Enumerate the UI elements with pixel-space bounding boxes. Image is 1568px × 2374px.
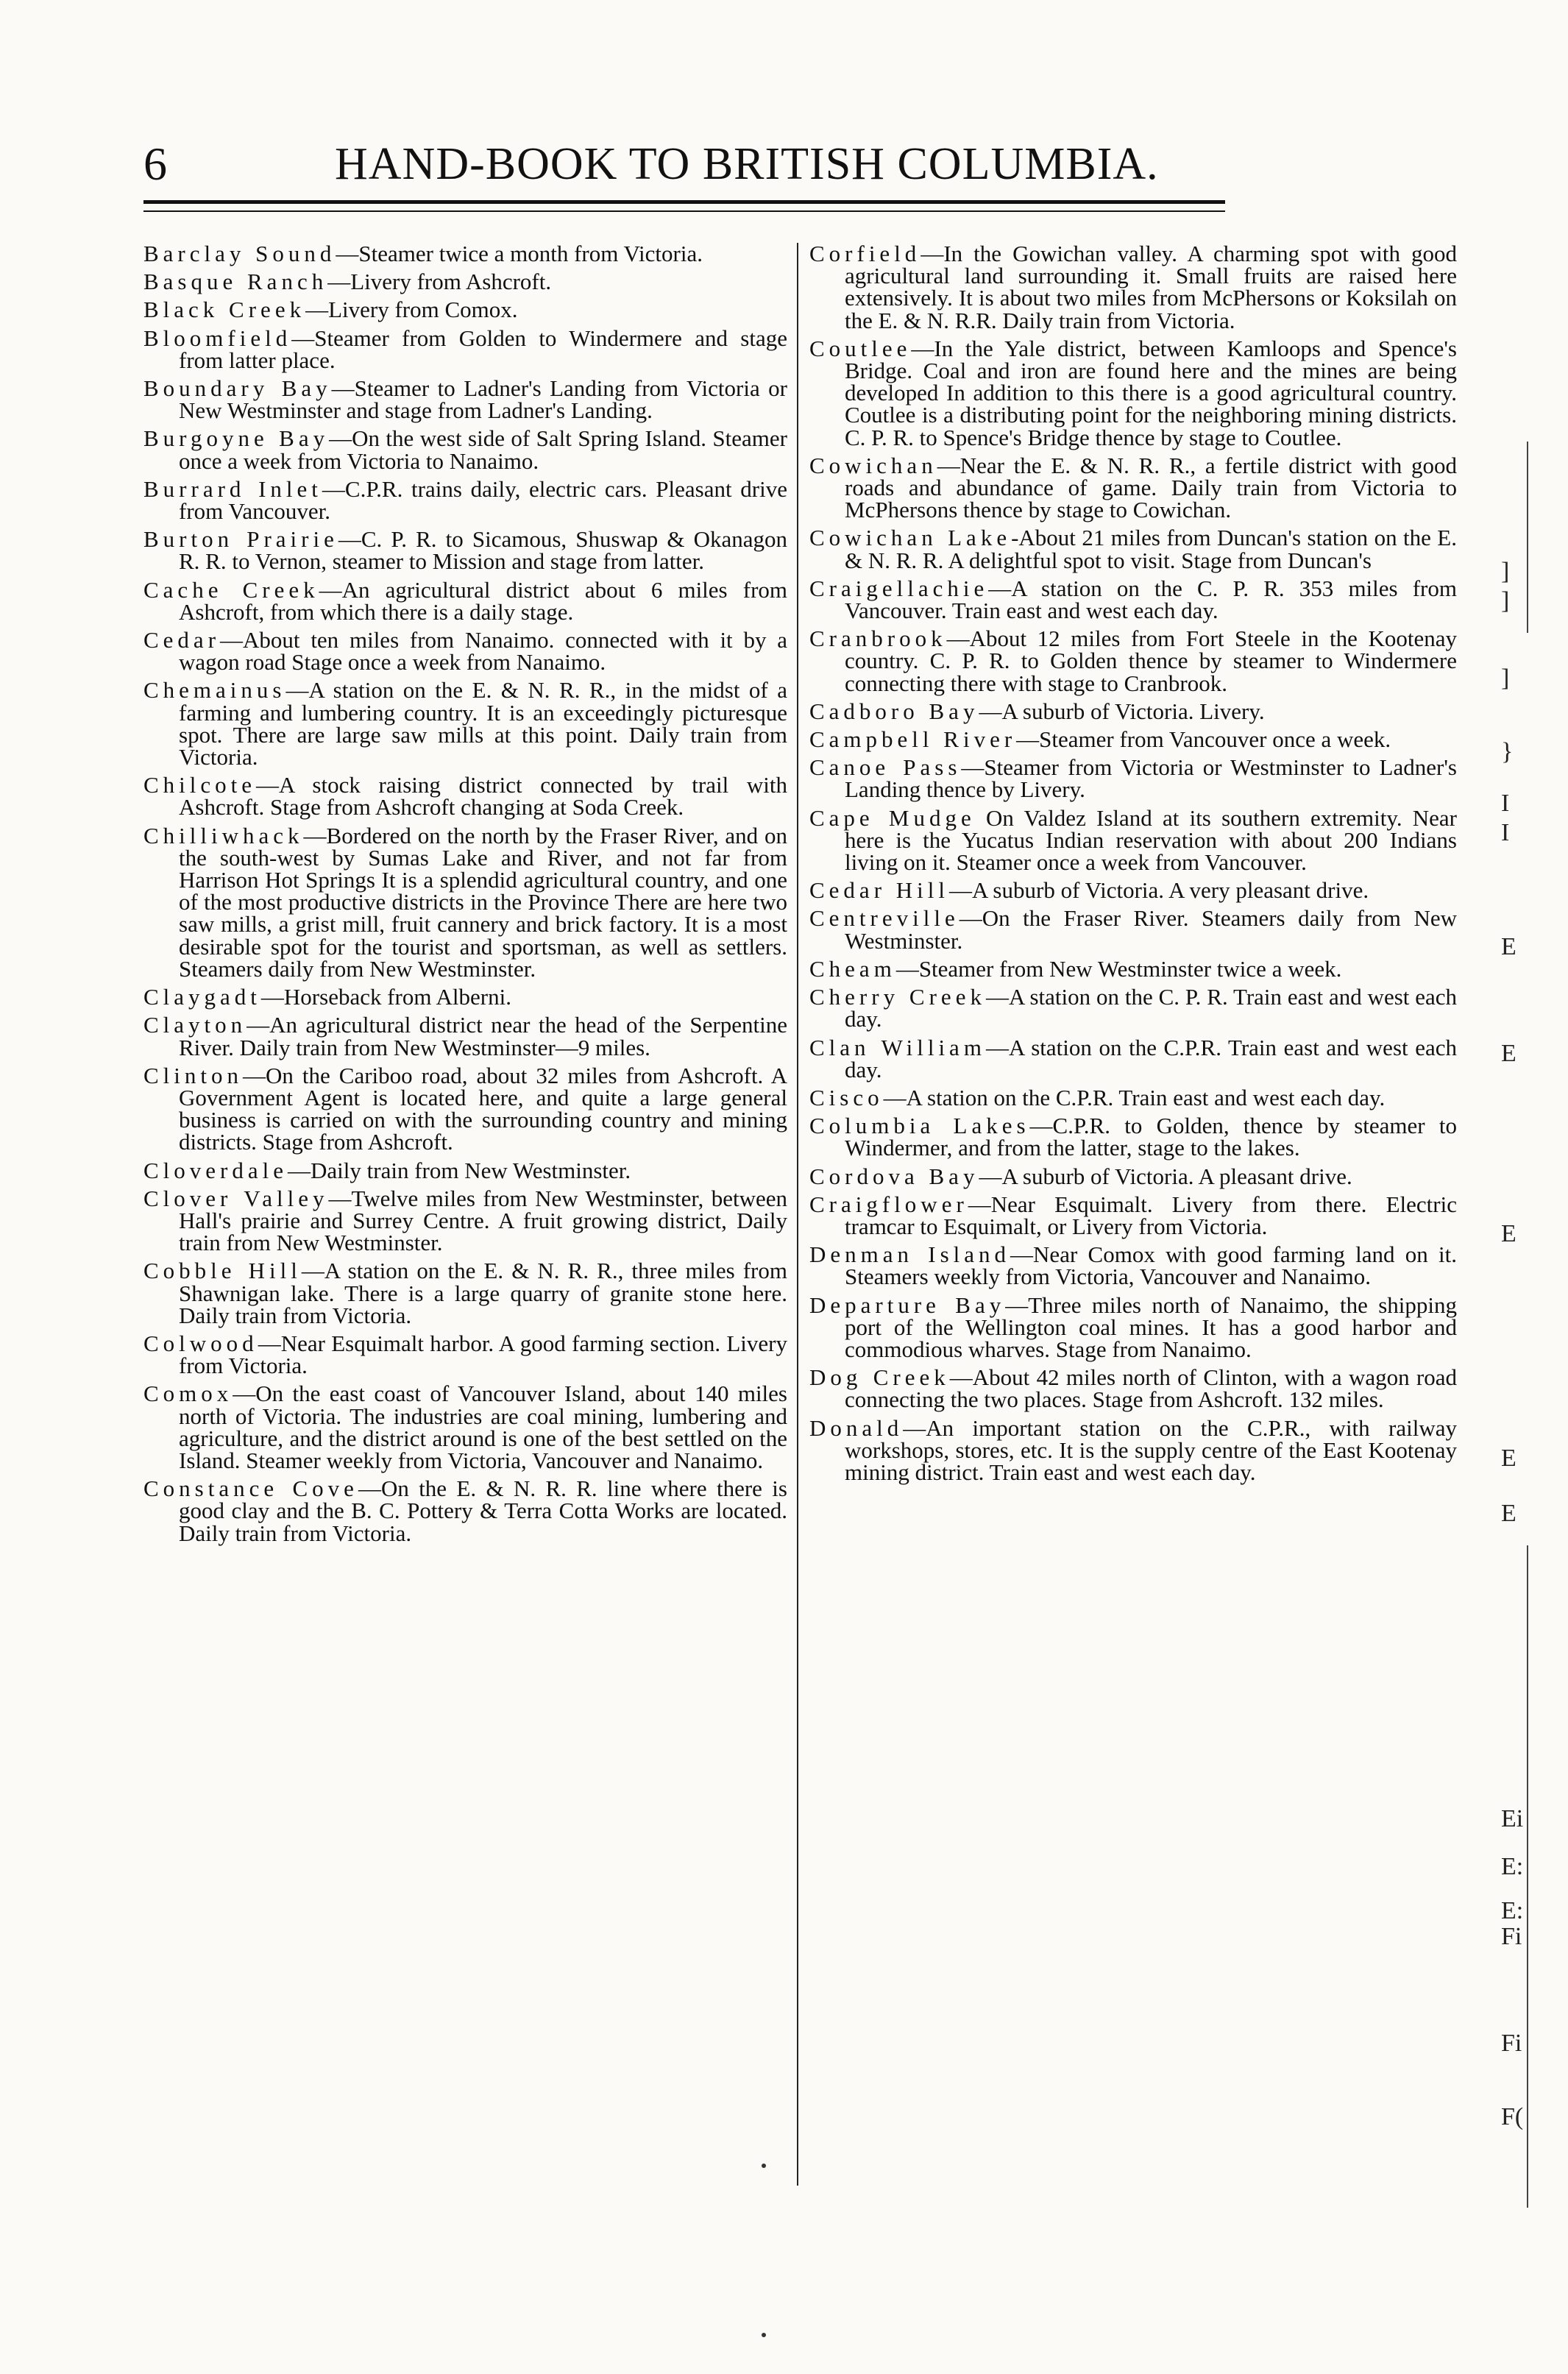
entry-description: A station on the C. P. R. Train east and west each day. [845, 984, 1458, 1032]
entry-place-name: Cache Creek [143, 576, 319, 603]
entry-description: Twelve miles from New Westminster, between Hall's prairie and Surrey Centre. A fruit growing district, Daily train from New Westminster. [179, 1185, 787, 1256]
entry-separator: — [303, 822, 327, 848]
entry-place-name: Cedar Hill [809, 877, 949, 904]
gazetteer-entry [809, 1034, 1457, 1083]
gazetteer-entry [809, 1163, 1457, 1189]
gazetteer-entry [143, 986, 787, 1008]
margin-fragment: E [1501, 933, 1516, 960]
entry-separator: — [288, 1157, 311, 1183]
entry-separator: — [260, 984, 284, 1010]
entry-place-name: Cowichan [809, 452, 937, 478]
entry-separator: — [949, 1364, 973, 1391]
entry-description: A suburb of Victoria. A pleasant drive. [1001, 1163, 1352, 1189]
entry-place-name: Craigellachie [809, 575, 989, 601]
gazetteer-entry [143, 327, 787, 372]
gazetteer-entry [809, 955, 1457, 982]
entry-description: On the east coast of Vancouver Island, about 140 miles north of Victoria. The industries are coal mining, lumbering and agriculture, and the district around is one of the best settled on the Island. Steamer weekly from Victoria, Vancouver and Nanaimo. [179, 1381, 787, 1473]
page-edge-shadow [1527, 1545, 1528, 2208]
entry-description: About 12 miles from Fort Steele in the Kootenay country. C. P. R. to Golden thence by steamer to Windermere connecting there with stage to Cranbrook. [845, 626, 1457, 696]
gazetteer-entry [143, 1260, 787, 1327]
entry-description: A suburb of Victoria. A very pleasant drive. [972, 877, 1369, 904]
gazetteer-entry [809, 1191, 1457, 1239]
entry-description: An important station on the C.P.R., with railway workshops, stores, etc. It is the supply centre of the East Kootenay mining district. Train east and west each day. [845, 1414, 1457, 1485]
right-column [809, 243, 1457, 1489]
entry-separator: — [291, 325, 315, 351]
gazetteer-entry [809, 243, 1457, 332]
gazetteer-entry [809, 1115, 1457, 1159]
gazetteer-entry [143, 679, 787, 768]
entry-separator: — [937, 452, 960, 478]
gazetteer-entry [143, 822, 787, 982]
entry-place-name: Chilliwhack [143, 822, 304, 848]
entry-description: On Valdez Island at its southern extremity. Near here is the Yucatus Indian reservation with about 200 Indians living on it. Steamer once a week from Vancouver. [845, 804, 1458, 876]
entry-description: On the E. & N. R. R. line where there is good clay and the B. C. Pottery & Terra Cotta Works are located. Daily train from Victoria. [179, 1475, 787, 1546]
entry-separator: — [331, 375, 355, 402]
margin-fragment: E [1501, 1040, 1516, 1067]
entry-separator: — [903, 1414, 926, 1441]
entry-description: Steamer to Ladner's Landing from Victoria or New Westminster and stage from Ladner's Landing. [179, 375, 787, 424]
gazetteer-entry [809, 1241, 1457, 1290]
entry-separator: — [920, 241, 944, 266]
entry-place-name: Burgoyne Bay [143, 425, 330, 452]
entry-place-name: Corfield [809, 241, 921, 266]
entry-place-name: Canoe Pass [809, 754, 962, 781]
gazetteer-entry [809, 698, 1457, 724]
entry-separator: — [988, 575, 1012, 601]
gazetteer-entry [143, 375, 787, 424]
entry-separator: — [911, 335, 934, 361]
entry-place-name: Cordova Bay [809, 1163, 979, 1189]
entry-place-name: Black Creek [143, 297, 306, 323]
entry-separator: — [338, 526, 361, 553]
entry-description: In the Gowichan valley. A charming spot with good agricultural land surrounding it. Small fruits are raised here extensively. It is about two miles from McPhersons or Koksilah on the E. & N. R.R. Daily train from Victoria. [845, 241, 1457, 333]
entry-place-name: Burrard Inlet [143, 475, 322, 502]
margin-fragment: Fi [1501, 2030, 1522, 2057]
entry-description: Three miles north of Nanaimo, the shipping port of the Wellington coal mines. It has a good harbor and commodious wharves. Stage from Nanaimo. [845, 1291, 1457, 1362]
entry-description: An agricultural district about 6 miles from Ashcroft, from which there is a daily stage. [179, 576, 787, 625]
entry-place-name: Cedar [143, 627, 221, 653]
margin-fragment: E [1501, 1500, 1516, 1527]
entry-place-name: Bloomfield [143, 325, 292, 351]
gazetteer-entry [143, 1062, 787, 1155]
entry-place-name: Burton Prairie [143, 526, 338, 553]
gazetteer-entry [143, 627, 787, 676]
gazetteer-entry [809, 1084, 1457, 1110]
entry-separator: — [949, 877, 972, 904]
gazetteer-entry [143, 475, 787, 525]
margin-fragment: I [1501, 790, 1510, 817]
margin-fragment: E: [1501, 1853, 1524, 1880]
gazetteer-entry [143, 1014, 787, 1058]
margin-fragment: ] [1501, 558, 1510, 585]
header-rule-thick [143, 200, 1225, 204]
entry-place-name: Boundary Bay [143, 375, 332, 402]
page-number: 6 [143, 138, 167, 190]
entry-description: A stock raising district connected by trail with Ashcroft. Stage from Ashcroft changing at Soda Creek. [179, 772, 787, 821]
entry-place-name: Cowichan Lake [809, 525, 1012, 551]
entry-separator: — [979, 1163, 1002, 1189]
entry-description: Livery from Comox. [328, 297, 518, 323]
page-edge-shadow [1527, 442, 1528, 633]
entry-separator: — [961, 754, 985, 781]
gazetteer-entry [809, 804, 1458, 876]
entry-place-name: Centreville [809, 905, 959, 932]
entry-description: Steamer from New Westminster twice a week. [918, 955, 1342, 982]
entry-place-name: Cadboro Bay [809, 698, 979, 724]
gazetteer-entry [143, 1157, 787, 1183]
entry-description: C.P.R. to Golden, thence by steamer to Windermer, and from the latter, stage to the lakes. [845, 1113, 1457, 1161]
entry-description: About 21 miles from Duncan's station on the E. & N. R. R. A delightful spot to visit. Stage from Duncan's [845, 525, 1457, 573]
margin-fragment: ] [1501, 665, 1510, 692]
entry-separator: — [258, 1330, 281, 1356]
entry-description: Steamer from Golden to Windermere and stage from latter place. [179, 325, 787, 373]
gazetteer-entry [809, 754, 1457, 803]
entry-place-name: Cranbrook [809, 626, 947, 652]
entry-place-name: Coutlee [809, 335, 912, 361]
margin-fragment: I [1501, 819, 1510, 846]
gazetteer-entry [143, 772, 787, 821]
gazetteer-entry [143, 528, 787, 573]
gazetteer-entry [143, 1185, 787, 1256]
gazetteer-entry [809, 452, 1457, 523]
entry-description: In the Yale district, between Kamloops and Spence's Bridge. Coal and iron are found here and the mines are being developed In addition to this there is a good agricultural country. Coutlee is a distributing point for the neighboring mining districts. C. P. R. to Spence's Bridge thence by stage to Coutlee. [845, 335, 1457, 450]
margin-fragment: ] [1501, 587, 1510, 614]
gazetteer-entry [809, 877, 1457, 904]
entry-separator: — [1010, 1241, 1034, 1268]
entry-place-name: Columbia Lakes [809, 1113, 1030, 1139]
gazetteer-entry [809, 335, 1457, 450]
entry-separator: — [319, 576, 342, 603]
entry-separator: — [1029, 1113, 1053, 1139]
entry-separator: — [256, 772, 280, 798]
entry-separator: — [285, 677, 309, 704]
entry-description: Livery from Ashcroft. [350, 269, 552, 295]
column-divider [797, 243, 798, 2186]
gazetteer-entry [143, 299, 787, 321]
left-column [143, 243, 787, 1551]
entry-description: Horseback from Alberni. [283, 984, 511, 1010]
entry-separator: — [946, 626, 970, 652]
entry-place-name: Departure Bay [809, 1291, 1006, 1318]
gazetteer-entry [809, 1291, 1457, 1362]
entry-place-name: Basque Ranch [143, 269, 328, 295]
entry-description: Daily train from New Westminster. [311, 1157, 631, 1183]
entry-place-name: Clayton [143, 1012, 247, 1038]
gazetteer-entry [143, 425, 787, 474]
entry-description: A suburb of Victoria. Livery. [1001, 698, 1265, 724]
entry-place-name: Claygadt [143, 984, 261, 1010]
entry-separator: — [246, 1012, 270, 1038]
entry-separator: — [329, 425, 352, 452]
entry-separator: — [968, 1191, 991, 1217]
print-speck [762, 2164, 766, 2168]
gazetteer-entry [143, 1475, 787, 1546]
entry-place-name: Comox [143, 1381, 233, 1407]
entry-place-name: Cape Mudge [809, 804, 976, 831]
entry-place-name: Craigflower [809, 1191, 968, 1217]
entry-separator: — [358, 1475, 381, 1502]
entry-separator: — [895, 955, 919, 982]
entry-description: A station on the C.P.R. Train east and west each day. [906, 1084, 1386, 1110]
entry-separator: — [322, 475, 345, 502]
margin-fragment: F( [1501, 2103, 1524, 2130]
entry-place-name: Dog Creek [809, 1364, 950, 1391]
entry-place-name: Denman Island [809, 1241, 1011, 1268]
entry-place-name: Cherry Creek [809, 984, 986, 1010]
gazetteer-entry [809, 527, 1457, 571]
gazetteer-entry [143, 271, 787, 293]
gazetteer-entry [143, 576, 787, 625]
entry-separator: — [985, 984, 1009, 1010]
entry-separator: — [243, 1062, 266, 1088]
header-rule-thin [143, 210, 1225, 212]
entry-separator: - [1011, 525, 1019, 551]
entry-description: Steamer twice a month from Victoria. [358, 241, 703, 266]
entry-place-name: Cobble Hill [143, 1258, 302, 1284]
entry-place-name: Constance Cove [143, 1475, 358, 1502]
entry-separator: — [979, 698, 1002, 724]
entry-separator: — [1005, 1291, 1029, 1318]
entry-description: A station on the E. & N. R. R., in the midst of a farming and lumbering country. It is an exceedingly picturesque spot. There are large saw mills at this point. Daily train from Victoria. [179, 677, 787, 770]
entry-place-name: Campbell River [809, 726, 1017, 753]
entry-description: Steamer from Vancouver once a week. [1039, 726, 1391, 753]
entry-place-name: Chemainus [143, 677, 286, 704]
gazetteer-entry [143, 1330, 787, 1379]
print-speck [762, 2333, 766, 2337]
entry-description: Steamer from Victoria or Westminster to Ladner's Landing thence by Livery. [845, 754, 1457, 803]
entry-place-name: Clinton [143, 1062, 244, 1088]
entry-separator: — [220, 627, 244, 653]
entry-place-name: Cheam [809, 955, 896, 982]
gazetteer-entry [809, 986, 1457, 1030]
entry-description: Bordered on the north by the Fraser River, and on the south-west by Sumas Lake and River, and not far from Harrison Hot Springs It is a splendid agricultural country, and one of the most productive districts in the Province There are here two saw mills, a grist mill, fruit cannery and brick factory. It is a most desirable spot for the tourist and sportsman, as well as settlers. Steamers daily from New Westminster. [179, 822, 787, 982]
gazetteer-entry [809, 1414, 1457, 1485]
gazetteer-entry [809, 628, 1457, 695]
entry-description: About 42 miles north of Clinton, with a wagon road connecting the two places. Stage from Ashcroft. 132 miles. [845, 1364, 1458, 1413]
gazetteer-entry [809, 726, 1457, 753]
entry-description: Near Esquimalt. Livery from there. Electric tramcar to Esquimalt, or Livery from Victoria. [845, 1191, 1457, 1239]
margin-fragment: } [1501, 738, 1514, 765]
margin-fragment: E [1501, 1220, 1516, 1247]
entry-place-name: Cisco [809, 1084, 884, 1110]
entry-description: A station on the E. & N. R. R., three miles from Shawnigan lake. There is a large quarry of granite stone here. Daily train from Victoria. [179, 1258, 787, 1328]
margin-fragment: E: [1501, 1897, 1524, 1924]
entry-place-name: Barclay Sound [143, 241, 336, 266]
entry-description: C. P. R. to Sicamous, Shuswap & Okanagon R. R. to Vernon, steamer to Mission and stage from latter. [179, 526, 787, 575]
entry-separator: — [336, 241, 359, 266]
gazetteer-entry [809, 575, 1457, 624]
entry-place-name: Clover Valley [143, 1185, 329, 1211]
entry-description: An agricultural district near the head of the Serpentine River. Daily train from New Westminster—9 miles. [179, 1012, 787, 1060]
entry-description: On the Cariboo road, about 32 miles from Ashcroft. A Government Agent is located here, and quite a large general business is carried on with the surrounding country and mining districts. Stage from Ashcroft. [179, 1062, 787, 1155]
entry-separator: — [883, 1084, 907, 1110]
entry-separator: — [305, 297, 329, 323]
entry-description: On the Fraser River. Steamers daily from New Westminster. [845, 905, 1457, 954]
entry-description: A station on the C.P.R. Train east and west each day. [845, 1034, 1457, 1083]
entry-separator: — [233, 1381, 256, 1407]
entry-description: On the west side of Salt Spring Island. Steamer once a week from Victoria to Nanaimo. [179, 425, 787, 474]
entry-description: Near the E. & N. R. R., a fertile district with good roads and abundance of game. Daily train from Victoria to McPhersons thence by stage to Cowichan. [845, 452, 1457, 523]
entry-description: Near Esquimalt harbor. A good farming section. Livery from Victoria. [179, 1330, 787, 1379]
margin-fragment: Fi [1501, 1923, 1522, 1950]
entry-place-name: Donald [809, 1414, 904, 1441]
margin-fragment: E [1501, 1445, 1516, 1472]
entry-place-name: Colwood [143, 1330, 258, 1356]
entry-description: A station on the C. P. R. 353 miles from Vancouver. Train east and west each day. [845, 575, 1457, 624]
gazetteer-entry [809, 907, 1457, 952]
gazetteer-entry [143, 1383, 787, 1472]
entry-separator: — [328, 1185, 352, 1211]
entry-description: Near Comox with good farming land on it. Steamers weekly from Victoria, Vancouver and Nanaimo. [845, 1241, 1457, 1290]
margin-fragment: Ei [1501, 1805, 1524, 1832]
entry-description: About ten miles from Nanaimo. connected with it by a wagon road Stage once a week from Nanaimo. [179, 627, 787, 676]
entry-description: C.P.R. trains daily, electric cars. Pleasant drive from Vancouver. [179, 475, 787, 525]
entry-separator: — [1016, 726, 1040, 753]
gazetteer-entry [809, 1364, 1458, 1413]
page-header [143, 131, 1221, 197]
entry-separator: — [985, 1034, 1009, 1060]
running-title: HAND-BOOK TO BRITISH COLUMBIA. [335, 139, 1159, 189]
entry-separator: — [301, 1258, 324, 1284]
entry-separator: — [959, 905, 982, 932]
entry-place-name: Clan William [809, 1034, 986, 1060]
entry-place-name: Cloverdale [143, 1157, 288, 1183]
entry-place-name: Chilcote [143, 772, 257, 798]
entry-separator: — [327, 269, 351, 295]
gazetteer-entry [143, 243, 787, 265]
